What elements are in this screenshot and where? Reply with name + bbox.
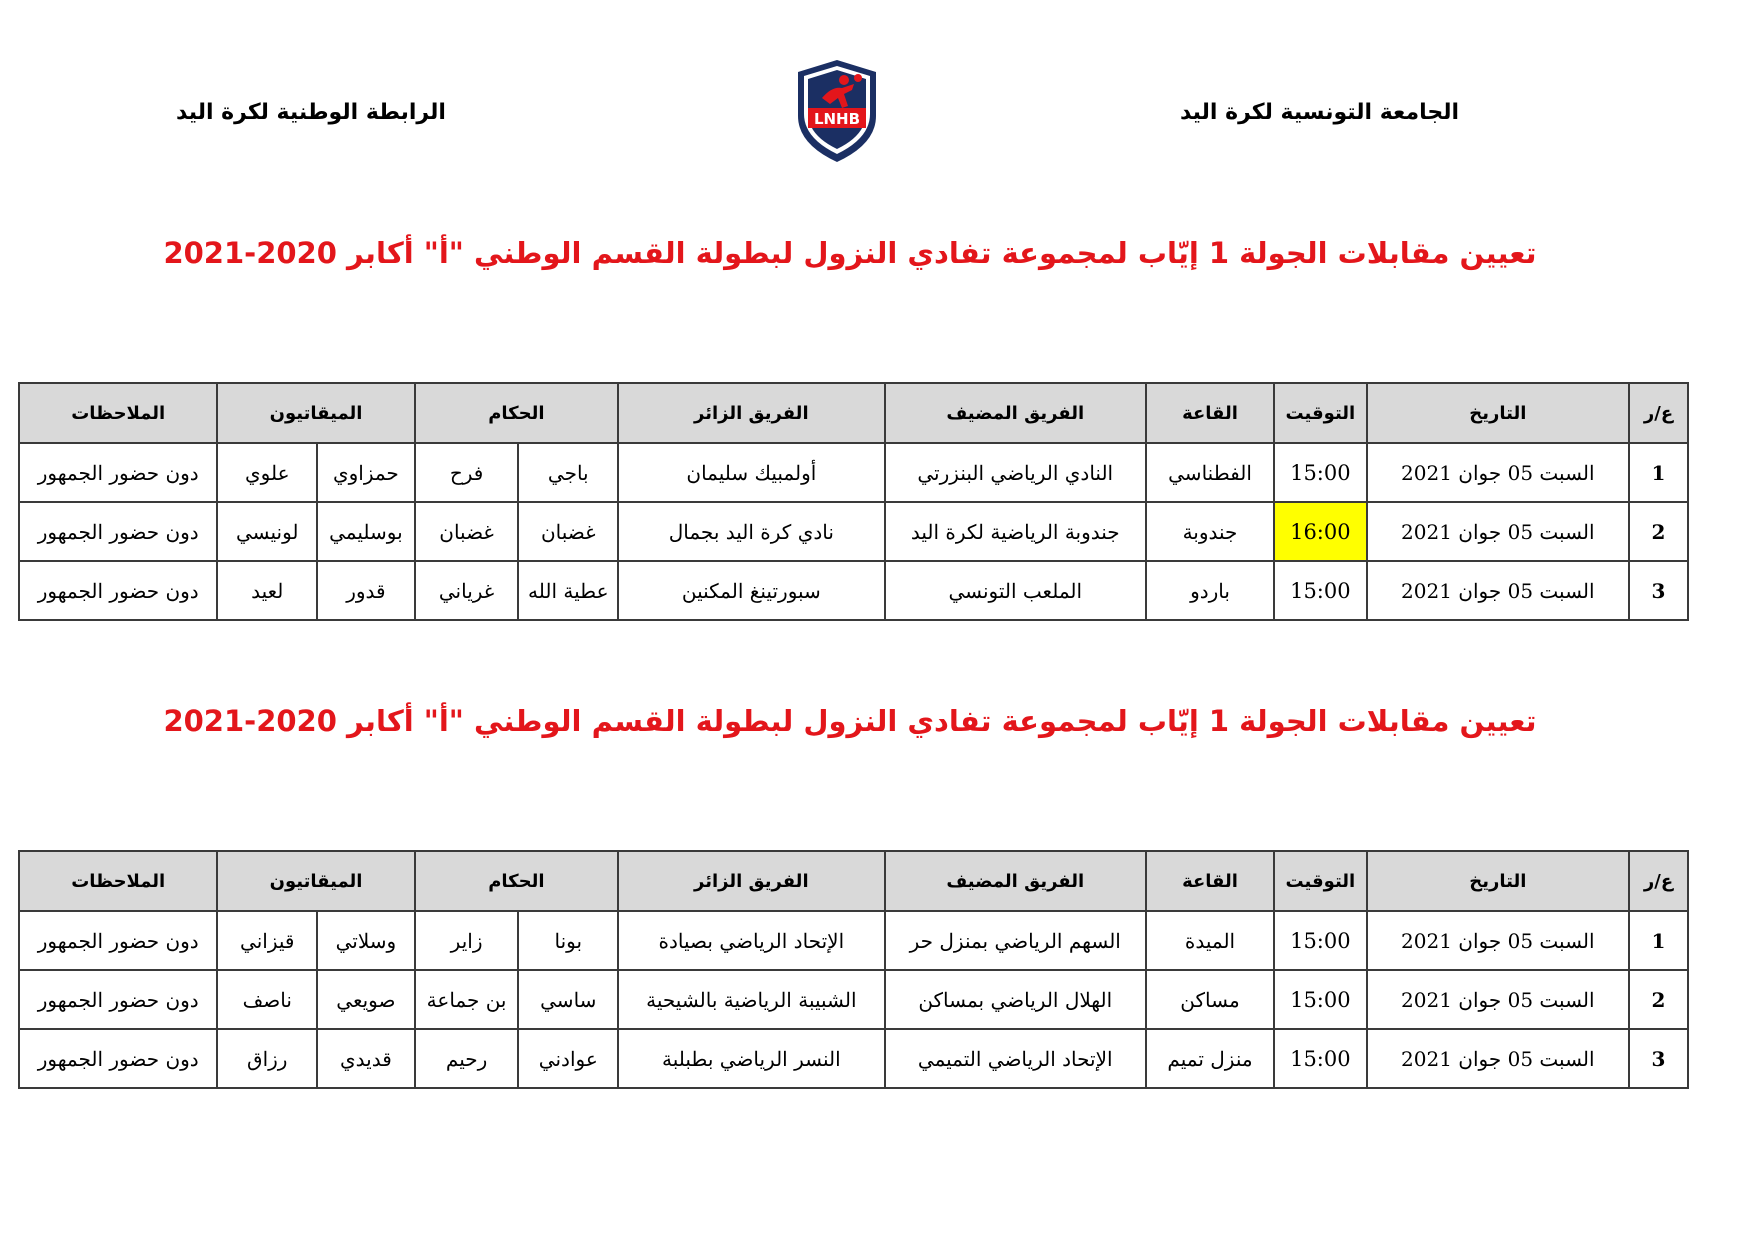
table-row xyxy=(19,1029,1688,1088)
match-notes: دون حضور الجمهور xyxy=(19,1029,217,1088)
table-row xyxy=(19,443,1688,502)
timekeeper-2: لعيد xyxy=(217,561,317,620)
timekeeper-1: صويعي xyxy=(317,970,415,1029)
match-notes: دون حضور الجمهور xyxy=(19,970,217,1029)
away-team: سبورتينغ المكنين xyxy=(618,561,884,620)
away-team: أولمبيك سليمان xyxy=(618,443,884,502)
away-team: النسر الرياضي بطبلبة xyxy=(618,1029,884,1088)
match-notes: دون حضور الجمهور xyxy=(19,561,217,620)
timekeeper-1: قدور xyxy=(317,561,415,620)
match-time: 15:00 xyxy=(1274,561,1367,620)
referee-1: عطية الله xyxy=(518,561,618,620)
match-num: 3 xyxy=(1629,1029,1688,1088)
col-notes: الملاحظات xyxy=(19,383,217,443)
timekeeper-2: علوي xyxy=(217,443,317,502)
match-time: 15:00 xyxy=(1274,970,1367,1029)
match-venue: الفطناسي xyxy=(1146,443,1274,502)
match-num: 1 xyxy=(1629,443,1688,502)
col-time: التوقيت xyxy=(1274,383,1367,443)
referee-1: باجي xyxy=(518,443,618,502)
match-time: 15:00 xyxy=(1274,443,1367,502)
home-team: النادي الرياضي البنزرتي xyxy=(885,443,1146,502)
table-row xyxy=(19,561,1688,620)
timekeeper-1: قديدي xyxy=(317,1029,415,1088)
federation-name: الجامعة التونسية لكرة اليد xyxy=(1179,100,1459,125)
home-team: السهم الرياضي بمنزل حر xyxy=(885,911,1146,970)
lnhb-logo xyxy=(792,58,882,170)
col-date: التاريخ xyxy=(1367,851,1629,911)
col-num: ع/ر xyxy=(1629,383,1688,443)
col-away: الفريق الزائر xyxy=(618,851,884,911)
timekeeper-1: وسلاتي xyxy=(317,911,415,970)
match-num: 3 xyxy=(1629,561,1688,620)
table-row xyxy=(19,970,1688,1029)
col-home: الفريق المضيف xyxy=(885,851,1146,911)
schedule-table-2 xyxy=(18,850,1689,1089)
timekeeper-2: ناصف xyxy=(217,970,317,1029)
match-num: 2 xyxy=(1629,502,1688,561)
match-date: السبت 05 جوان 2021 xyxy=(1367,970,1629,1029)
match-venue: الميدة xyxy=(1146,911,1274,970)
match-num: 2 xyxy=(1629,970,1688,1029)
home-team: الهلال الرياضي بمساكن xyxy=(885,970,1146,1029)
col-num: ع/ر xyxy=(1629,851,1688,911)
league-name: الرابطة الوطنية لكرة اليد xyxy=(176,100,446,125)
match-time: 15:00 xyxy=(1274,911,1367,970)
timekeeper-2: لونيسي xyxy=(217,502,317,561)
match-venue: مساكن xyxy=(1146,970,1274,1029)
referee-2: رحيم xyxy=(415,1029,519,1088)
timekeeper-2: رزاق xyxy=(217,1029,317,1088)
col-timekeepers: الميقاتيون xyxy=(217,851,414,911)
col-away: الفريق الزائر xyxy=(618,383,884,443)
referee-2: زاير xyxy=(415,911,519,970)
table-header-row xyxy=(19,383,1688,443)
col-notes: الملاحظات xyxy=(19,851,217,911)
match-notes: دون حضور الجمهور xyxy=(19,911,217,970)
referee-2: فرح xyxy=(415,443,519,502)
home-team: الملعب التونسي xyxy=(885,561,1146,620)
match-date: السبت 05 جوان 2021 xyxy=(1367,1029,1629,1088)
match-date: السبت 05 جوان 2021 xyxy=(1367,911,1629,970)
timekeeper-1: حمزاوي xyxy=(317,443,415,502)
col-referees: الحكام xyxy=(415,851,618,911)
away-team: الشبيبة الرياضية بالشيحية xyxy=(618,970,884,1029)
home-team: الإتحاد الرياضي التميمي xyxy=(885,1029,1146,1088)
match-notes: دون حضور الجمهور xyxy=(19,502,217,561)
referee-1: ساسي xyxy=(518,970,618,1029)
referee-1: غضبان xyxy=(518,502,618,561)
table-row xyxy=(19,502,1688,561)
schedule-table-1 xyxy=(18,382,1689,621)
match-time: 15:00 xyxy=(1274,1029,1367,1088)
match-venue: جندوبة xyxy=(1146,502,1274,561)
col-venue: القاعة xyxy=(1146,851,1274,911)
lnhb-logo-graphic xyxy=(792,58,882,170)
section-title-1: تعيين مقابلات الجولة 1 إيّاب لمجموعة تفادي النزول لبطولة القسم الوطني "أ" أكابر 2020-2021 xyxy=(163,236,1537,270)
col-time: التوقيت xyxy=(1274,851,1367,911)
match-date: السبت 05 جوان 2021 xyxy=(1367,502,1629,561)
match-venue: باردو xyxy=(1146,561,1274,620)
away-team: نادي كرة اليد بجمال xyxy=(618,502,884,561)
referee-1: بونا xyxy=(518,911,618,970)
col-venue: القاعة xyxy=(1146,383,1274,443)
col-timekeepers: الميقاتيون xyxy=(217,383,414,443)
timekeeper-2: قيزاني xyxy=(217,911,317,970)
match-num: 1 xyxy=(1629,911,1688,970)
timekeeper-1: بوسليمي xyxy=(317,502,415,561)
col-date: التاريخ xyxy=(1367,383,1629,443)
col-home: الفريق المضيف xyxy=(885,383,1146,443)
col-referees: الحكام xyxy=(415,383,618,443)
match-date: السبت 05 جوان 2021 xyxy=(1367,561,1629,620)
away-team: الإتحاد الرياضي بصيادة xyxy=(618,911,884,970)
referee-2: غرياني xyxy=(415,561,519,620)
logo-text: LNHB xyxy=(813,110,861,128)
table-row xyxy=(19,911,1688,970)
referee-1: عوادني xyxy=(518,1029,618,1088)
home-team: جندوبة الرياضية لكرة اليد xyxy=(885,502,1146,561)
referee-2: بن جماعة xyxy=(415,970,519,1029)
match-notes: دون حضور الجمهور xyxy=(19,443,217,502)
referee-2: غضبان xyxy=(415,502,519,561)
match-date: السبت 05 جوان 2021 xyxy=(1367,443,1629,502)
match-time-highlighted: 16:00 xyxy=(1274,502,1367,561)
table-header-row xyxy=(19,851,1688,911)
match-venue: منزل تميم xyxy=(1146,1029,1274,1088)
section-title-2: تعيين مقابلات الجولة 1 إيّاب لمجموعة تفادي النزول لبطولة القسم الوطني "أ" أكابر 2020-2021 xyxy=(163,704,1537,738)
